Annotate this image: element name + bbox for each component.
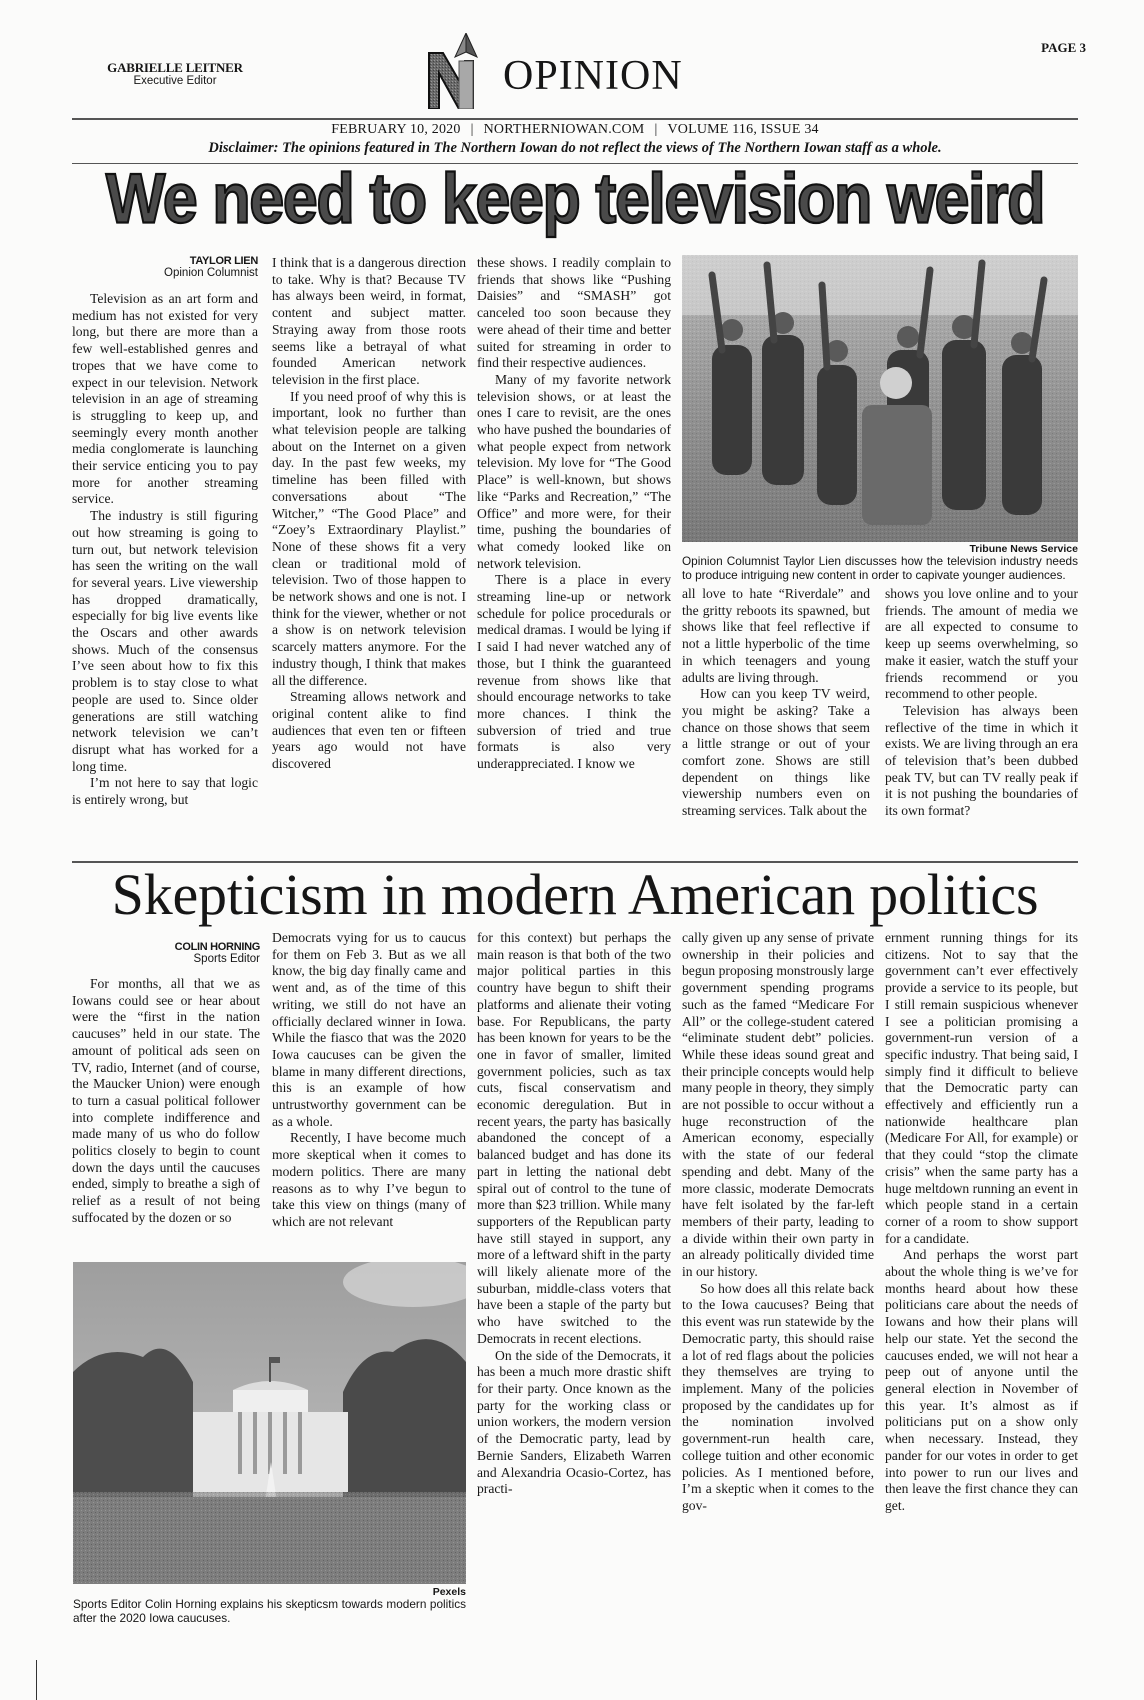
disclaimer: Disclaimer: The opinions featured in The Northern Iowan do not reflect the views of The Northern Iowan staff as a whole. <box>208 140 942 156</box>
article1-column-5 <box>885 586 1078 820</box>
issue-date: FEBRUARY 10, 2020 <box>331 122 461 137</box>
article1-photo <box>682 255 1078 542</box>
paragraph: for this context) but perhaps the main reason is that both of the two major political parties in this country have begun to shift their platforms and alienate their voting base. For Republicans, the party has been known for years to be the one in favor of smaller, limited government policies, such as tax cuts, fiscal conservatism and economic deregulation. But in recent years, the party has basically abandoned the concept of a balanced budget and has done its part in letting the national debt spiral out of control to the tune of more than $23 trillion. While many supporters of the Republican party have still stayed in support, any more of a leftward shift in the party will likely alienate more of the suburban, middle-class voters that have been a staple of the party but who have switched to the Democrats in recent elections. <box>477 930 671 1346</box>
paragraph: The industry is still figuring out how streaming is going to turn out, but network television has seen the writing on the wall for several years. Live viewership has dropped dramatically, especially for big live events like the Oscars and other awards shows. Much of the consensus I’ve seen about how to fix this problem is to stay close to what people are used to. Since older generations are still watching network television we can’t disrupt what has worked for a long time. <box>72 508 258 774</box>
page-number: PAGE 3 <box>1041 40 1086 55</box>
article2-column-3 <box>477 930 671 1498</box>
article2-column-4 <box>682 930 874 1515</box>
editor-title: Executive Editor <box>133 75 217 87</box>
article2-photo-caption: Sports Editor Colin Horning explains his skepticsm towards modern politics after the 2020 Iowa caucuses. <box>73 1597 466 1625</box>
article2-column-2 <box>272 930 466 1231</box>
paragraph: Television has always been reflective of the time in which it exists. We are living through an era of television that’s been dubbed peak TV, but can TV really peak if it is not pushing the boundaries of its own format? <box>885 702 1078 819</box>
paragraph: Streaming allows network and original content alike to find audiences that even ten or fifteen years ago would not have discovered <box>272 689 466 772</box>
article2-photo <box>73 1262 466 1584</box>
paragraph: How can you keep TV weird, you might be asking? Take a chance on those shows that seem a little strange or out of your comfort zone. Shows are still dependent on things like viewership numbers even on streaming services. Talk about the <box>682 686 870 819</box>
article1-column-2 <box>272 255 466 773</box>
separator: | <box>654 122 658 137</box>
author-role: Opinion Columnist <box>164 267 258 279</box>
editor-name: GABRIELLE LEITNER <box>107 60 243 75</box>
paragraph: these shows. I readily complain to friends that shows like “Pushing Daisies” and “SMASH” got canceled too soon because they were ahead of their time and better suited for streaming in order to find their respective audiences. <box>477 255 671 371</box>
author-role: Sports Editor <box>193 953 260 965</box>
website: NORTHERNIOWAN.COM <box>483 122 645 137</box>
article1-byline <box>72 255 258 279</box>
paragraph: Democrats vying for us to caucus for them on Feb 3. But as we all know, the big day finally came and went and, as of the time of this writing, we still do not have an officially declared winner in Iowa. While the fiasco that was the 2020 Iowa caucuses can be given the blame in many different directions, this is an example of how untrustworthy government can be as a whole. <box>272 930 466 1129</box>
article1-photo-caption: Opinion Columnist Taylor Lien discusses how the television industry needs to produce intriguing new content in order to capivate younger audiences. <box>682 554 1078 582</box>
author-name: COLIN HORNING <box>174 941 260 953</box>
volume-issue: VOLUME 116, ISSUE 34 <box>667 122 819 137</box>
paragraph: Many of my favorite network television shows, or at least the ones I care to revisit, are the ones who have pushed the boundaries of what people expect from network television. My love for “The Good Place” is well-known, but shows like “Parks and Recreation,” “The Office” and more were, for their time, pushing the boundaries of what comedy looked like on network television. <box>477 371 671 571</box>
separator: | <box>470 122 474 137</box>
article1-photo-credit: Tribune News Service <box>969 543 1078 555</box>
article1-column-4 <box>682 586 870 820</box>
paragraph: There is a place in every streaming line-up or network schedule for police procedurals or medical dramas. I would be lying if I said I had never watched any of those, but I think the guaranteed revenue from shows like that should encourage networks to take more chances. I think the subversion of tried and true formats is also very underappreciated. I know we <box>477 572 671 772</box>
paragraph: all love to hate “Riverdale” and the gritty reboots its spawned, but shows like that feel reflective if not a little hyperbolic of the time in which teenagers and young adults are living through. <box>682 586 870 685</box>
article1-column-3 <box>477 255 671 773</box>
author-name: TAYLOR LIEN <box>189 255 258 267</box>
paragraph: On the side of the Democrats, it has been a much more drastic shift for their party. Once known as the party for the working class or union workers, the modern version of the Democratic party, lead by Bernie Sanders, Elizabeth Warren and Alexandria Ocasio-Cortez, has practi- <box>477 1347 671 1497</box>
article2-headline: Skepticism in modern American politics <box>111 862 1039 927</box>
paragraph: So how does all this relate back to the Iowa caucuses? Being that this event was run statewide by the Democratic party, this should raise a lot of red flags about the policies they themselves are trying to implement. Many of the policies proposed by the candidates up for the nomination involved government-run health care, college tuition and other economic policies. As I mentioned before, I’m a skeptic when it comes to the gov- <box>682 1280 874 1513</box>
paragraph: Recently, I have become much more skeptical when it comes to modern politics. There are many reasons as to why I’ve begun to take this view on things (many of which are not relevant <box>272 1130 466 1229</box>
article1-column-1 <box>72 291 258 809</box>
masthead-rule <box>72 118 1078 120</box>
scan-margin-mark <box>36 1660 37 1700</box>
paragraph: I think that is a dangerous direction to take. Why is that? Because TV has always been weird, in format, content and subject matter. Straying away from those roots seems like a betrayal of what founded American network television in the first place. <box>272 255 466 387</box>
paragraph: I’m not here to say that logic is entirely wrong, but <box>72 775 258 808</box>
article2-photo-credit: Pexels <box>432 1586 466 1598</box>
section-title: OPINION <box>503 53 683 99</box>
article1-headline: We need to keep television weird <box>105 159 1045 239</box>
paragraph: shows you love online and to your friends. The amount of media we are all expected to consume to keep up seems overwhelming, so make it easier, watch the stuff your friends recommend or you recommend to other people. <box>885 586 1078 702</box>
white-house-photo-illustration <box>73 1262 466 1584</box>
paragraph: For months, all that we as Iowans could see or hear about were the “first in the nation caucuses” held in our state. The amount of political ads seen on TV, radio, Internet (and of course, the Maucker Union) were enough to turn a casual political follower into complete indifference and made many of us who do follow politics closely to begin to count down the days until the caucuses ended, simply to breathe a sigh of relief as a result of not being suffocated by the dozen or so <box>72 976 260 1225</box>
northern-iowan-logo-icon <box>425 33 497 109</box>
article2-column-5 <box>885 930 1078 1515</box>
paragraph: And perhaps the worst part about the whole thing is we’ve for months heard about how these politicians care about the needs of Iowans and how their plans will help our state. Yet the second the caucuses ended, we will not hear a peep out of anyone until the general election in November of this year. It’s almost as if politicians put on a show only when necessary. Instead, they pander for our votes in order to get into power to run our lives and then leave the first chance they can get. <box>885 1247 1078 1513</box>
paragraph: If you need proof of why this is important, look no further than what television people are talking about on the Internet on a given day. In the past few weeks, my timeline has been filled with conversations about “The Witcher,” “The Good Place” and “Zoey’s Extraordinary Playlist.” None of these shows fit a very clean or traditional mold of television. Two of those happen to be network shows and one is not. I think for the viewer, whether or not a show is on network television scarcely matters anymore. For the industry though, I think that makes all the difference. <box>272 388 466 688</box>
dancers-photo-illustration <box>682 255 1078 542</box>
paragraph: ernment running things for its citizens. Not to say that the government can’t ever effectively provide a service to its people, but I still remain suspicious whenever I see a politician promising a government-run version of a specific industry. That being said, I simply find it difficult to believe that the Democratic party can effectively and efficiently run a nationwide healthcare plan (Medicare For All, for example) or that they could “stop the climate crisis” when the same party has a huge meltdown running an event in which people stand in a certain corner of a room to show support for a candidate. <box>885 930 1078 1246</box>
paragraph: Television as an art form and medium has not existed for very long, but there are more than a few well-established genres and tropes that we have come to expect in our television. Network television in an age of streaming is struggling to keep up, and seemingly every month another media conglomerate is launching their service enticing you to pay more for another streaming service. <box>72 291 258 507</box>
article2-column-1 <box>72 976 260 1227</box>
article2-byline <box>72 941 260 965</box>
dateline <box>72 122 1078 138</box>
paragraph: cally given up any sense of private ownership in their policies and begun proposing monstrously large government spending programs such as the famed “Medicare For All” or the college-student catered “eliminate student debt” policies. While these ideas sound great and their principle concepts would help many people in theory, they simply are not possible to occur without a huge reconstruction of the American economy, especially with the state of our federal spending and debt. Many of the more classic, moderate Democrats have felt isolated by the far-left members of their party, leading to a divide within their own party in an already politically divided time in our history. <box>682 930 874 1280</box>
